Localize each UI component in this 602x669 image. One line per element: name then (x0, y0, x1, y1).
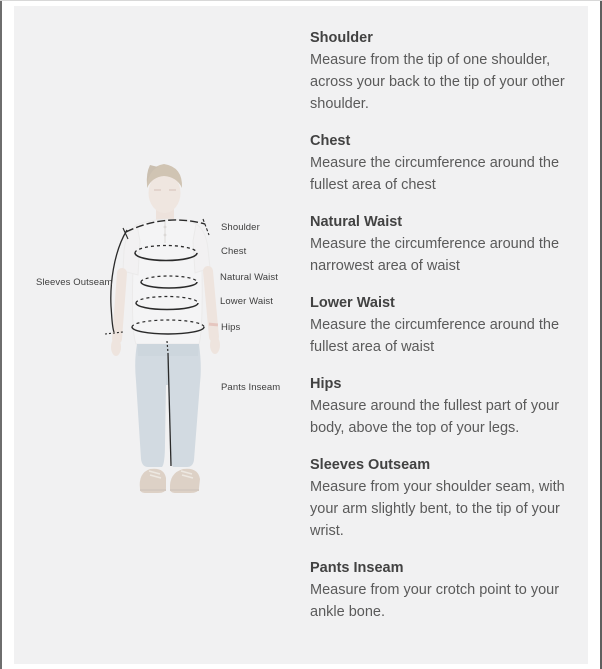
section-title: Chest (310, 133, 351, 149)
figure-label-sleeves-outseam: Sleeves Outseam (36, 277, 113, 288)
measurement-section-pants-inseam (310, 557, 570, 623)
section-title: Hips (310, 376, 342, 392)
section-description: Measure the circumference around the narrowest area of waist (310, 236, 560, 274)
figure-label-hips: Hips (221, 322, 241, 333)
section-description: Measure from your shoulder seam, with your arm slightly bent, to the tip of your wrist. (310, 479, 565, 539)
left-window-border (0, 1, 2, 669)
section-description: Measure from your crotch point to your ankle bone. (310, 582, 560, 620)
measurement-section-hips (310, 373, 570, 439)
section-title: Shoulder (310, 30, 373, 46)
section-title: Natural Waist (310, 214, 403, 230)
figure-label-lower-waist: Lower Waist (220, 296, 274, 307)
measurement-section-shoulder (310, 27, 570, 115)
section-title: Lower Waist (310, 295, 395, 311)
measurement-section-sleeves-outseam (310, 454, 570, 542)
figure-label-chest: Chest (221, 246, 247, 257)
section-description: Measure the circumference around the fullest area of chest (310, 155, 560, 193)
measurement-section-lower-waist (310, 292, 570, 358)
section-description: Measure from the tip of one shoulder, across your back to the tip of your other shoulder. (310, 52, 565, 112)
figure-label-pants-inseam: Pants Inseam (221, 382, 281, 393)
measurement-section-chest (310, 130, 570, 196)
measurement-instructions-column (310, 27, 570, 638)
figure-label-shoulder: Shoulder (221, 222, 260, 233)
measurement-section-natural-waist (310, 211, 570, 277)
section-title: Pants Inseam (310, 560, 404, 576)
section-title: Sleeves Outseam (310, 457, 431, 473)
section-description: Measure the circumference around the fullest area of waist (310, 317, 560, 355)
figure-label-natural-waist: Natural Waist (220, 272, 278, 283)
section-description: Measure around the fullest part of your body, above the top of your legs. (310, 398, 560, 436)
